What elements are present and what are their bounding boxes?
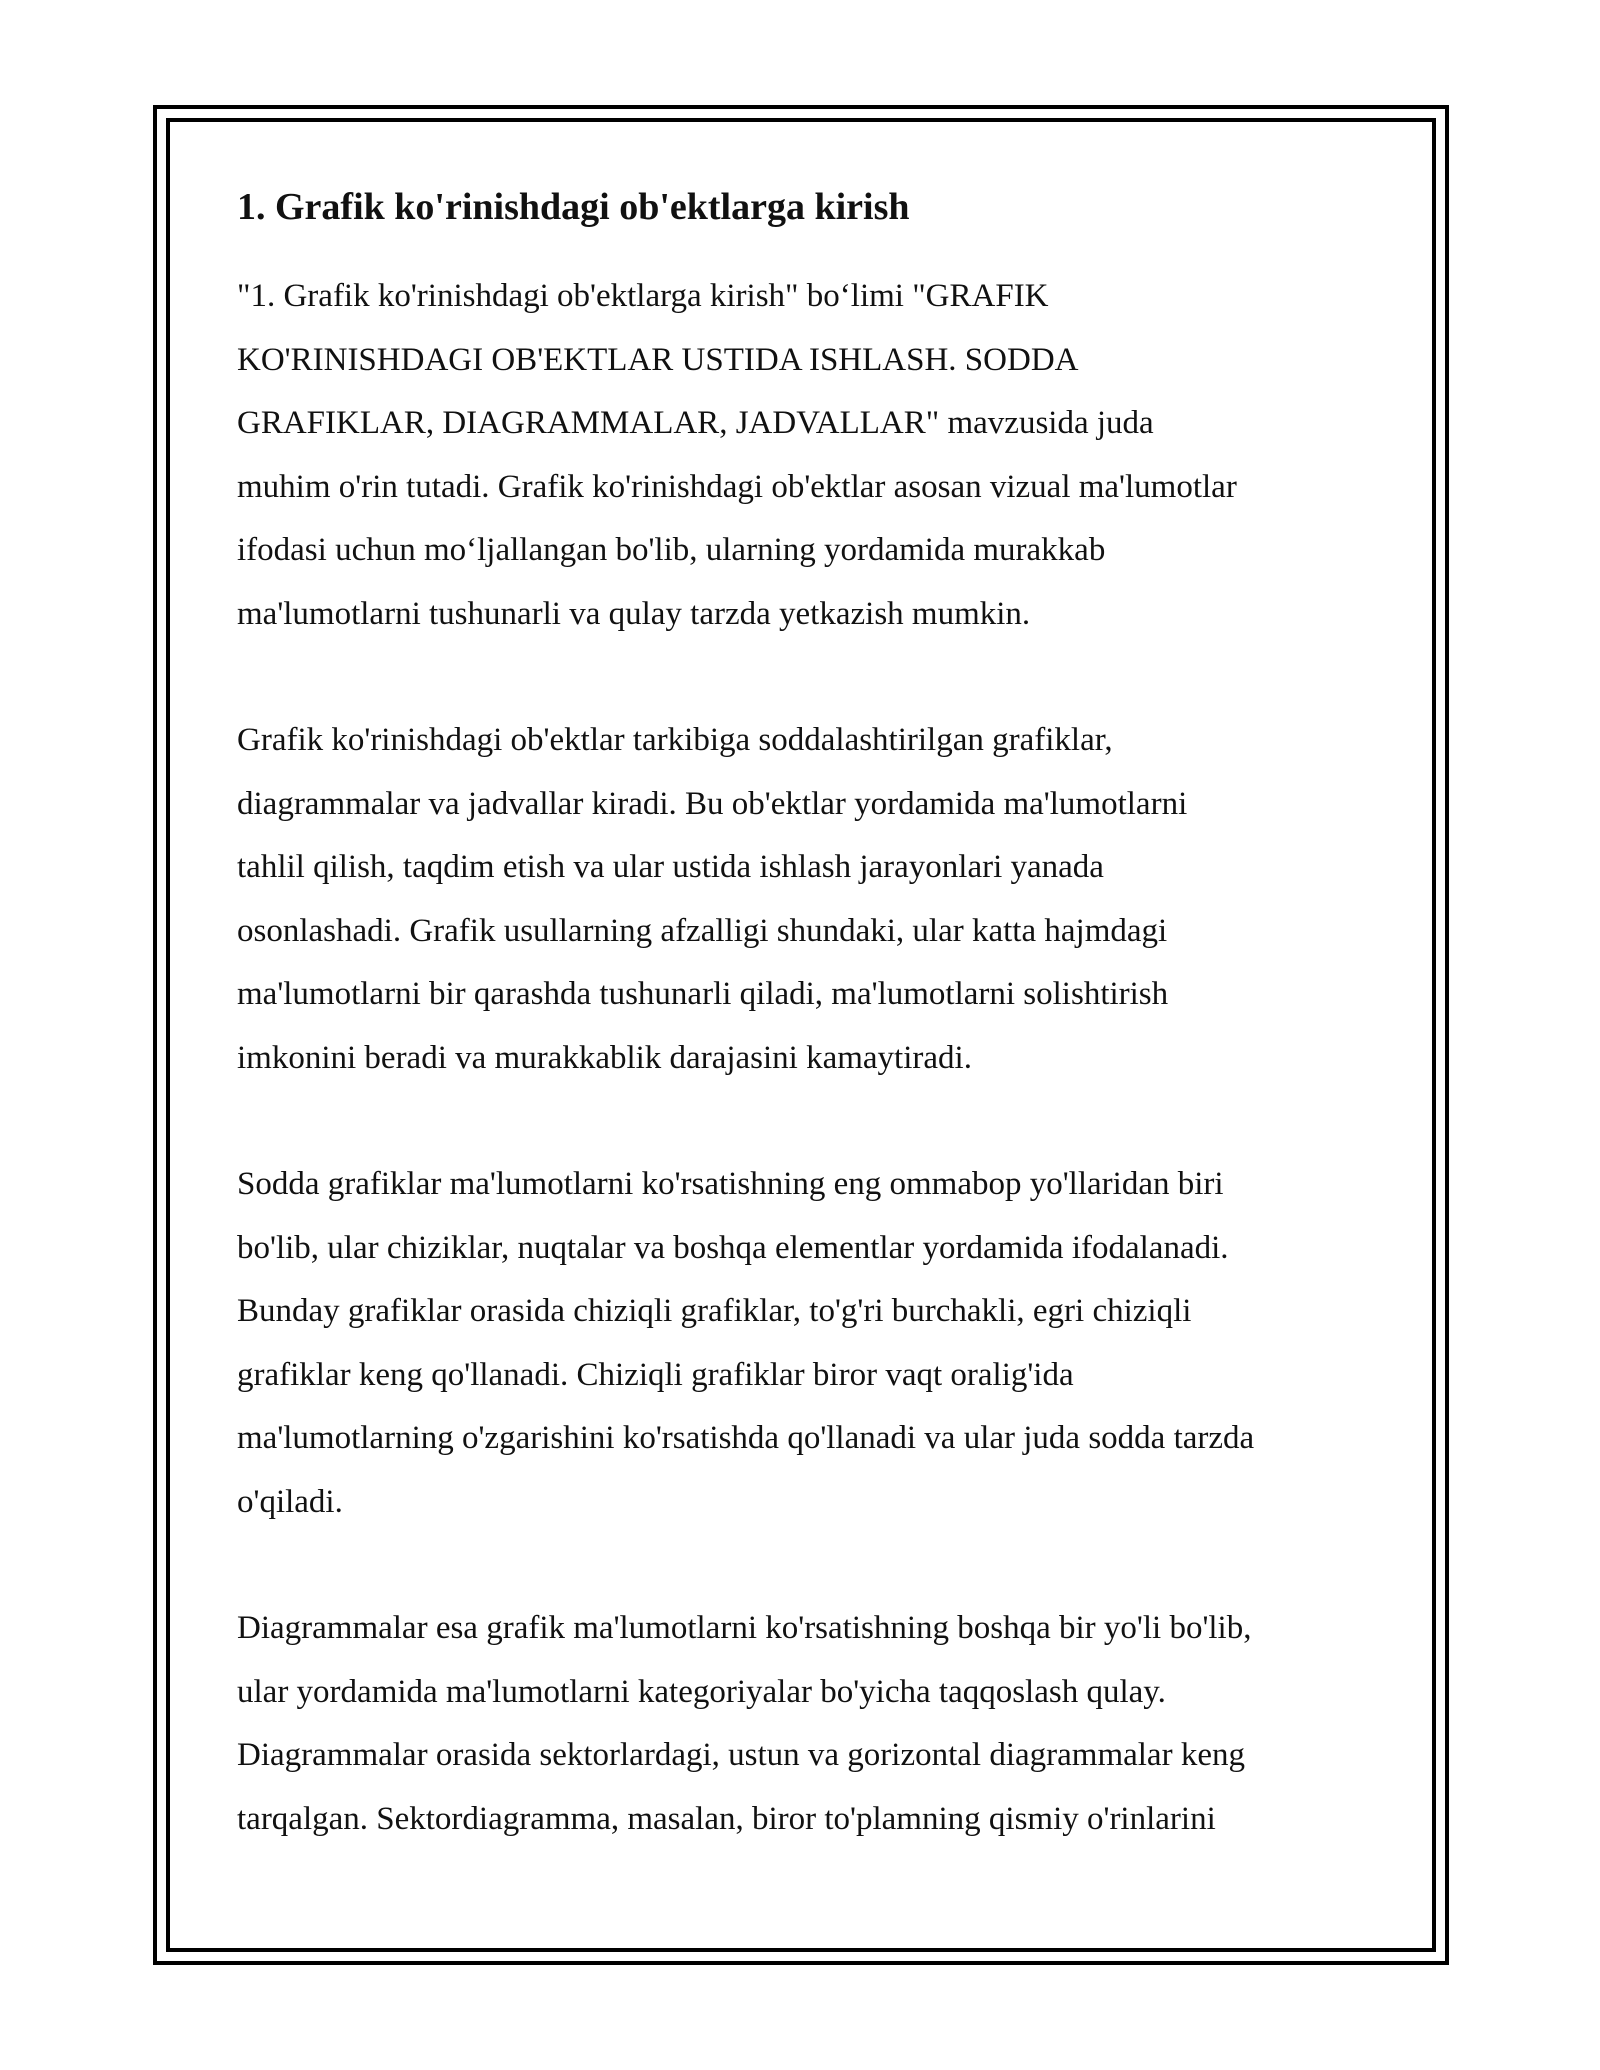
document-body — [237, 183, 1367, 1914]
section-heading: 1. Grafik ko'rinishdagi ob'ektlarga kirish — [237, 186, 910, 228]
text-line: KO'RINISHDAGI OB'EKTLAR USTIDA ISHLASH. SODDA — [237, 341, 1079, 378]
text-line: ifodasi uchun mo‘ljallangan bo'lib, ularning yordamida murakkab — [237, 532, 1106, 568]
text-line: tahlil qilish, taqdim etish va ular ustida ishlash jarayonlari yanada — [237, 849, 1104, 885]
text-line: ma'lumotlarning o'zgarishini ko'rsatishda qo'llanadi va ular juda sodda tarzda — [237, 1420, 1255, 1456]
text-line: bo'lib, ular chiziklar, nuqtalar va boshqa elementlar yordamida ifodalanadi. — [237, 1229, 1229, 1266]
text-line: ma'lumotlarni bir qarashda tushunarli qiladi, ma'lumotlarni solishtirish — [237, 976, 1169, 1012]
text-line: ma'lumotlarni tushunarli va qulay tarzda yetkazish mumkin. — [237, 595, 1031, 632]
text-line: osonlashadi. Grafik usullarning afzalligi shundaki, ular katta hajmdagi — [237, 912, 1168, 949]
text-line: ular yordamida ma'lumotlarni kategoriyalar bo'yicha taqqoslash qulay. — [237, 1673, 1166, 1710]
text-line: GRAFIKLAR, DIAGRAMMALAR, JADVALLAR" mavzusida juda — [237, 405, 1154, 441]
text-line: muhim o'rin tutadi. Grafik ko'rinishdagi ob'ektlar asosan vizual ma'lumotlar — [237, 468, 1237, 505]
paragraph-components — [237, 709, 1367, 1090]
text-line: Diagrammalar orasida sektorlardagi, ustun va gorizontal diagrammalar keng — [237, 1737, 1245, 1773]
paragraph-intro — [237, 265, 1367, 646]
paragraph-simple-graphs — [237, 1153, 1367, 1534]
text-line: Bunday grafiklar orasida chiziqli grafiklar, to'g'ri burchakli, egri chiziqli — [237, 1293, 1192, 1329]
text-line: Sodda grafiklar ma'lumotlarni ko'rsatishning eng ommabop yo'llaridan biri — [237, 1166, 1224, 1202]
text-line: tarqalgan. Sektordiagramma, masalan, biror to'plamning qismiy o'rinlarini — [237, 1800, 1216, 1837]
paragraph-diagrams — [237, 1597, 1367, 1851]
text-line: "1. Grafik ko'rinishdagi ob'ektlarga kirish" bo‘limi "GRAFIK — [237, 278, 1049, 314]
text-line: imkonini beradi va murakkablik darajasini kamaytiradi. — [237, 1039, 972, 1076]
text-line: Grafik ko'rinishdagi ob'ektlar tarkibiga soddalashtirilgan grafiklar, — [237, 722, 1113, 758]
text-line: diagrammalar va jadvallar kiradi. Bu ob'ektlar yordamida ma'lumotlarni — [237, 785, 1188, 822]
text-line: grafiklar keng qo'llanadi. Chiziqli grafiklar biror vaqt oralig'ida — [237, 1356, 1074, 1393]
text-line: o'qiladi. — [237, 1483, 343, 1520]
text-line: Diagrammalar esa grafik ma'lumotlarni ko'rsatishning boshqa bir yo'li bo'lib, — [237, 1610, 1252, 1646]
